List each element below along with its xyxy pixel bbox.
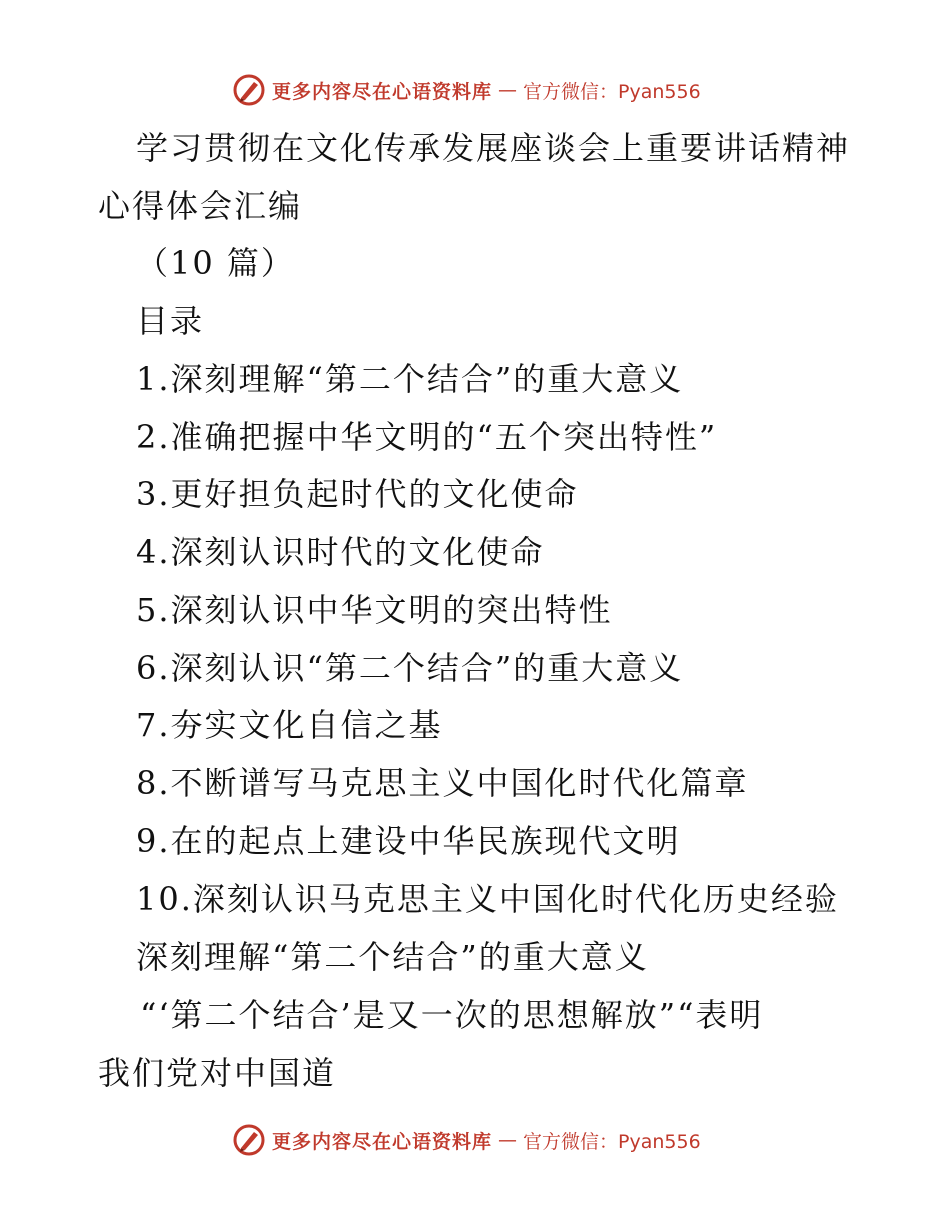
toc-item: 4.深刻认识时代的文化使命 — [136, 533, 545, 571]
toc-item: 10.深刻认识马克思主义中国化时代化历史经验 — [136, 880, 839, 918]
toc-heading: 目录 — [136, 302, 205, 340]
doc-title-line1: 学习贯彻在文化传承发展座谈会上重要讲话精神 — [136, 129, 851, 167]
watermark-dash: — — [498, 79, 518, 101]
toc-item: 5.深刻认识中华文明的突出特性 — [136, 591, 613, 629]
watermark-contact: 官方微信：Pyan556 — [523, 80, 701, 103]
doc-count: （10 篇） — [136, 244, 295, 282]
toc-item: 2.准确把握中华文明的“五个突出特性” — [136, 418, 718, 456]
toc-item: 7.夯实文化自信之基 — [136, 706, 443, 744]
watermark-text: 更多内容尽在心语资料库 — [272, 80, 493, 103]
toc-item: 6.深刻认识“第二个结合”的重大意义 — [136, 649, 684, 687]
paragraph-line1: “‘第二个结合’是又一次的思想解放”“表明 — [140, 996, 764, 1034]
watermark-text: 更多内容尽在心语资料库 — [272, 1130, 493, 1153]
footer-watermark — [232, 1120, 701, 1160]
watermark-contact: 官方微信：Pyan556 — [523, 1130, 701, 1153]
toc-item: 1.深刻理解“第二个结合”的重大意义 — [136, 360, 684, 398]
paragraph-line2: 我们党对中国道 — [98, 1054, 337, 1092]
pen-circle-logo-icon — [232, 1123, 266, 1157]
section-title: 深刻理解“第二个结合”的重大意义 — [136, 938, 649, 976]
toc-item: 9.在的起点上建设中华民族现代文明 — [136, 822, 681, 860]
doc-title-line2: 心得体会汇编 — [98, 187, 303, 225]
header-watermark — [232, 70, 701, 110]
pen-circle-logo-icon — [232, 73, 266, 107]
toc-item: 8.不断谱写马克思主义中国化时代化篇章 — [136, 764, 749, 802]
toc-item: 3.更好担负起时代的文化使命 — [136, 475, 579, 513]
watermark-dash: — — [498, 1129, 518, 1151]
